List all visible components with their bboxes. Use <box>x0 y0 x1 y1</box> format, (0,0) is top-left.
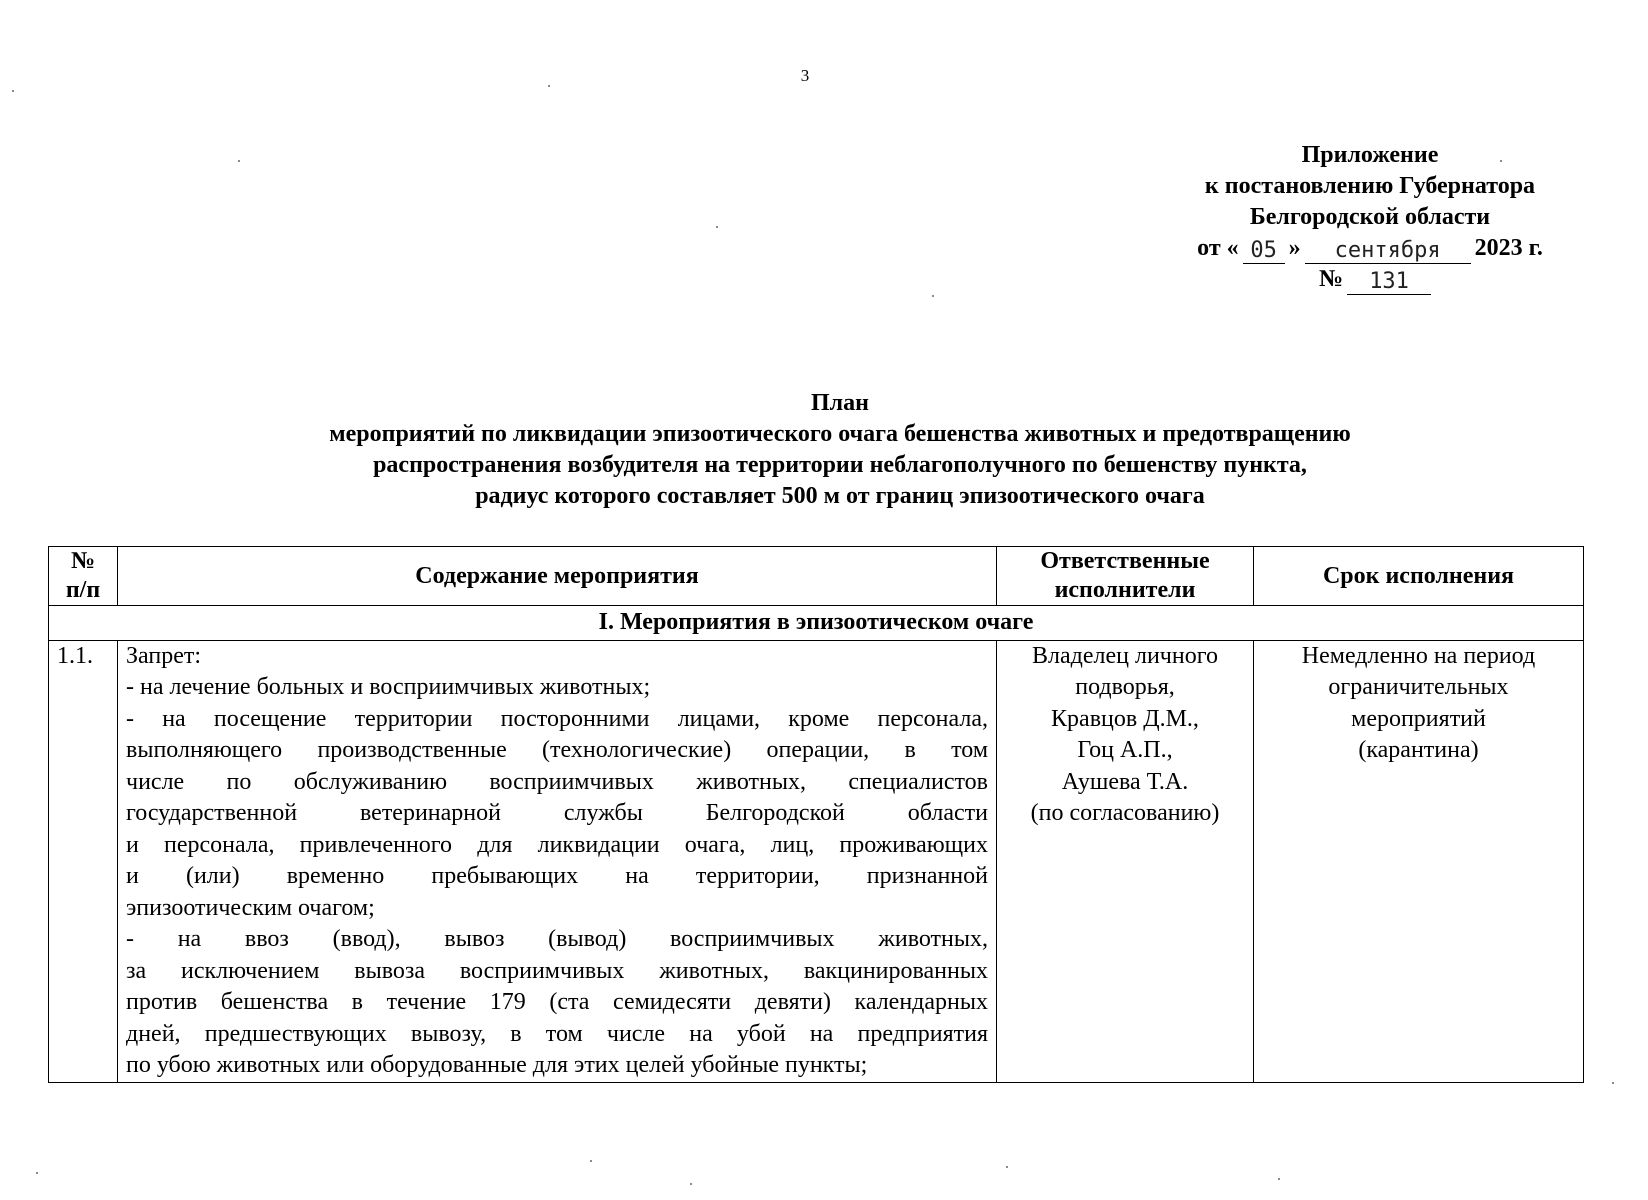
content-line: - на посещение территории посторонними лицами, кроме персонала, <box>126 705 988 732</box>
content-line: Запрет: <box>126 642 202 669</box>
scan-speck <box>1006 1166 1008 1168</box>
content-line: - на лечение больных и восприимчивых животных; <box>126 674 651 700</box>
table-header-row <box>49 547 1584 606</box>
date-mid: » <box>1288 235 1301 261</box>
number-prefix: № <box>1318 266 1344 292</box>
header-deadline: Срок исполнения <box>1254 547 1584 606</box>
scan-speck <box>690 1183 692 1185</box>
deadline-line: ограничительных <box>1328 674 1509 700</box>
scan-speck <box>238 160 240 162</box>
row-content <box>118 640 997 1082</box>
header-number-line-2: п/п <box>65 577 101 603</box>
content-line: государственной ветеринарной службы Белгородской области <box>126 800 988 826</box>
date-day: 05 <box>1243 239 1285 264</box>
header-content: Содержание мероприятия <box>118 547 997 606</box>
row-number: 1.1. <box>49 640 118 1082</box>
plan-subtitle-line-1: мероприятий по ликвидации эпизоотического очага бешенства животных и предотвращению <box>329 421 1351 447</box>
header-number-line-1: № <box>70 548 96 574</box>
content-line: и (или) временно пребывающих на территории, признанной <box>126 863 988 889</box>
appendix-line-3: Белгородской области <box>1249 204 1491 230</box>
row-deadline <box>1254 640 1584 1082</box>
deadline-line: Немедленно на период <box>1301 642 1536 669</box>
scan-speck <box>590 1160 592 1162</box>
responsible-line: Аушева Т.А. <box>1061 768 1189 795</box>
header-number <box>49 547 118 606</box>
date-prefix: от « <box>1197 235 1239 261</box>
scan-speck <box>36 1172 38 1174</box>
scan-speck <box>716 226 718 228</box>
scan-speck <box>932 295 934 297</box>
plan-heading <box>150 388 1530 512</box>
header-responsible-line-1: Ответственные <box>1040 548 1210 574</box>
date-month: сентября <box>1305 239 1471 264</box>
scan-speck <box>1500 160 1502 162</box>
content-line: за исключением вывоза восприимчивых животных, вакцинированных <box>126 957 988 984</box>
content-line: дней, предшествующих вывозу, в том числе на убой на предприятия <box>126 1020 988 1047</box>
responsible-line: (по согласованию) <box>1030 800 1220 826</box>
scan-speck <box>1612 1082 1614 1084</box>
scan-speck <box>1278 1178 1280 1180</box>
deadline-line: (карантина) <box>1358 737 1479 763</box>
header-responsible-line-2: исполнители <box>1054 577 1196 603</box>
section-row <box>49 606 1584 641</box>
section-title: I. Мероприятия в эпизоотическом очаге <box>49 606 1584 641</box>
deadline-line: мероприятий <box>1351 705 1486 732</box>
plan-table <box>48 546 1584 1083</box>
plan-title: План <box>811 390 869 416</box>
content-line: числе по обслуживанию восприимчивых животных, специалистов <box>126 768 988 795</box>
appendix-title: Приложение <box>1301 142 1439 168</box>
plan-subtitle-line-3: радиус которого составляет 500 м от границ эпизоотического очага <box>475 483 1205 509</box>
content-line: и персонала, привлеченного для ликвидации очага, лиц, проживающих <box>126 831 988 858</box>
appendix-number <box>1170 264 1580 295</box>
responsible-line: Кравцов Д.М., <box>1051 705 1199 732</box>
responsible-line: Владелец личного <box>1032 642 1218 669</box>
content-line: по убою животных или оборудованные для этих целей убойные пункты; <box>126 1052 868 1078</box>
content-line: - на ввоз (ввод), вывоз (вывод) восприимчивых животных, <box>126 926 988 952</box>
table-row <box>49 640 1584 1082</box>
content-line: против бешенства в течение 179 (ста семидесяти девяти) календарных <box>126 989 988 1015</box>
content-line: выполняющего производственные (технологические) операции, в том <box>126 737 988 763</box>
responsible-line: Гоц А.П., <box>1077 737 1173 763</box>
appendix-date <box>1160 233 1580 264</box>
responsible-line: подворья, <box>1075 674 1175 700</box>
header-responsible <box>997 547 1254 606</box>
scan-speck <box>548 85 550 87</box>
appendix-block <box>1160 140 1580 295</box>
number-value: 131 <box>1347 270 1431 295</box>
appendix-line-2: к постановлению Губернатора <box>1204 173 1536 199</box>
date-year: 2023 г. <box>1474 235 1543 261</box>
page-number: 3 <box>800 66 810 85</box>
content-line: эпизоотическим очагом; <box>126 894 375 921</box>
plan-subtitle-line-2: распространения возбудителя на территории неблагополучного по бешенству пункта, <box>373 452 1307 478</box>
row-responsible <box>997 640 1254 1082</box>
scan-speck <box>12 90 14 92</box>
